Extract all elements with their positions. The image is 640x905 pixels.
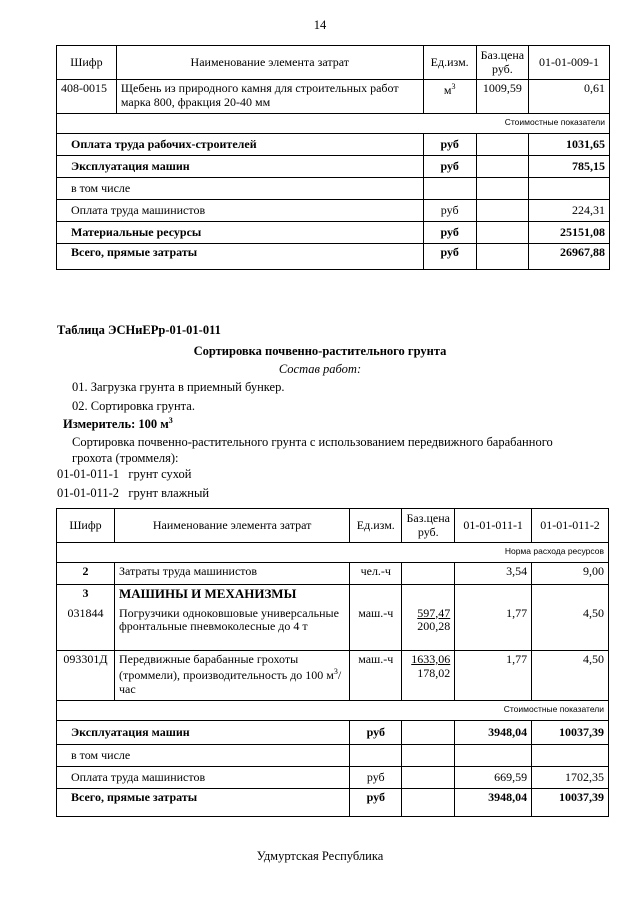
summary-label: Эксплуатация машин (57, 721, 350, 745)
variant-item: 01-01-011-1 грунт сухой (57, 467, 192, 481)
col-header-unit: Ед.изм. (423, 46, 476, 80)
summary-label: Оплата труда машинистов (57, 767, 350, 789)
summary-unit: руб (423, 244, 476, 270)
row-code: 093301Д (57, 651, 115, 701)
summary-value: 26967,88 (529, 244, 610, 270)
row-value: 3,54 (455, 563, 532, 585)
section-label-row (57, 543, 609, 563)
summary-unit (350, 745, 402, 767)
row-name: Передвижные барабанные грохоты (троммели), производительность до 100 $м^3$/час (114, 651, 349, 701)
summary-value: 224,31 (529, 200, 610, 222)
table-header-row (57, 509, 609, 543)
row-unit: $м^3$ (423, 80, 476, 114)
page-number: 14 (313, 18, 327, 32)
row-code: 2 (57, 563, 115, 585)
meter-label: Измеритель: 100 $м^3$ (63, 416, 173, 432)
summary-value: 3948,04 (455, 789, 532, 817)
summary-label: в том числе (57, 178, 424, 200)
row-price: 1633,06 178,02 (402, 651, 455, 701)
section-heading: Сортировка почвенно-растительного грунта (193, 344, 447, 358)
section-description: Сортировка почвенно-растительного грунта с использованием передвижного барабанного грохота (троммеля): (72, 435, 553, 465)
row-value: 0,61 (529, 80, 610, 114)
summary-row (57, 745, 609, 767)
cost-table-2 (56, 508, 609, 817)
work-step: 01. Загрузка грунта в приемный бункер. (72, 380, 285, 394)
col-header-price: Баз.цена руб. (402, 509, 455, 543)
summary-unit: руб (423, 156, 476, 178)
summary-unit: руб (423, 222, 476, 244)
summary-label: Всего, прямые затраты (57, 789, 350, 817)
summary-row (57, 178, 610, 200)
summary-unit: руб (350, 767, 402, 789)
summary-row (57, 721, 609, 745)
col-header-name: Наименование элемента затрат (116, 46, 423, 80)
summary-value: 669,59 (455, 767, 532, 789)
row-price: 1009,59 (476, 80, 528, 114)
work-step: 02. Сортировка грунта. (72, 399, 195, 413)
row-value: 1,77 (455, 651, 532, 701)
col-header-code: Шифр (57, 46, 117, 80)
summary-value (455, 745, 532, 767)
section-label-row (57, 114, 610, 134)
summary-label: Материальные ресурсы (57, 222, 424, 244)
summary-value: 1031,65 (529, 134, 610, 156)
row-name: Погрузчики одноковшовые универсальные фронтальные пневмоколесные до 4 т (114, 605, 349, 651)
row-unit: чел.-ч (350, 563, 402, 585)
summary-label: Оплата труда машинистов (57, 200, 424, 222)
col-header-code-value: 01-01-009-1 (529, 46, 610, 80)
summary-unit: руб (350, 789, 402, 817)
summary-label: Эксплуатация машин (57, 156, 424, 178)
row-name: Затраты труда машинистов (114, 563, 349, 585)
col-header-price: Баз.цена руб. (476, 46, 528, 80)
section-header-row (57, 585, 609, 605)
summary-value: 785,15 (529, 156, 610, 178)
row-code: 031844 (57, 605, 115, 651)
col-header-code-value: 01-01-011-1 (455, 509, 532, 543)
summary-value: 3948,04 (455, 721, 532, 745)
summary-unit: руб (350, 721, 402, 745)
table-title: Таблица ЭСНиЕРр-01-01-011 (57, 323, 221, 337)
row-value: 4,50 (532, 651, 609, 701)
summary-value: 1702,35 (532, 767, 609, 789)
row-value: 1,77 (455, 605, 532, 651)
summary-unit (423, 178, 476, 200)
col-header-code-value: 01-01-011-2 (532, 509, 609, 543)
summary-label: Оплата труда рабочих-строителей (57, 134, 424, 156)
summary-value (532, 745, 609, 767)
table-row (57, 651, 609, 701)
row-unit: маш.-ч (350, 605, 402, 651)
row-code: 408-0015 (57, 80, 117, 114)
norm-label: Норма расхода ресурсов (57, 543, 609, 563)
section-subheading: Состав работ: (278, 362, 362, 376)
row-value: 9,00 (532, 563, 609, 585)
col-header-code: Шифр (57, 509, 115, 543)
summary-row (57, 200, 610, 222)
row-value: 4,50 (532, 605, 609, 651)
summary-row (57, 222, 610, 244)
section-label: Стоимостные показатели (57, 701, 609, 721)
row-name: МАШИНЫ И МЕХАНИЗМЫ (114, 585, 349, 605)
section-label: Стоимостные показатели (57, 114, 610, 134)
table-row (57, 605, 609, 651)
row-unit: маш.-ч (350, 651, 402, 701)
section-label-row (57, 701, 609, 721)
summary-row (57, 244, 610, 270)
summary-value: 10037,39 (532, 789, 609, 817)
summary-row (57, 767, 609, 789)
row-name: Щебень из природного камня для строительных работ марка 800, фракция 20-40 мм (116, 80, 423, 114)
summary-unit: руб (423, 200, 476, 222)
variant-item: 01-01-011-2 грунт влажный (57, 486, 210, 500)
summary-label: Всего, прямые затраты (57, 244, 424, 270)
summary-label: в том числе (57, 745, 350, 767)
row-price: 597,47 200,28 (402, 605, 455, 651)
summary-value (529, 178, 610, 200)
summary-row (57, 134, 610, 156)
summary-unit: руб (423, 134, 476, 156)
table-row (57, 80, 610, 114)
col-header-unit: Ед.изм. (350, 509, 402, 543)
page-footer: Удмуртская Республика (256, 849, 384, 863)
table-row (57, 563, 609, 585)
summary-value: 10037,39 (532, 721, 609, 745)
table-header-row (57, 46, 610, 80)
row-code: 3 (57, 585, 115, 605)
cost-table-1 (56, 45, 610, 270)
summary-row (57, 156, 610, 178)
summary-row (57, 789, 609, 817)
summary-value: 25151,08 (529, 222, 610, 244)
col-header-name: Наименование элемента затрат (114, 509, 349, 543)
